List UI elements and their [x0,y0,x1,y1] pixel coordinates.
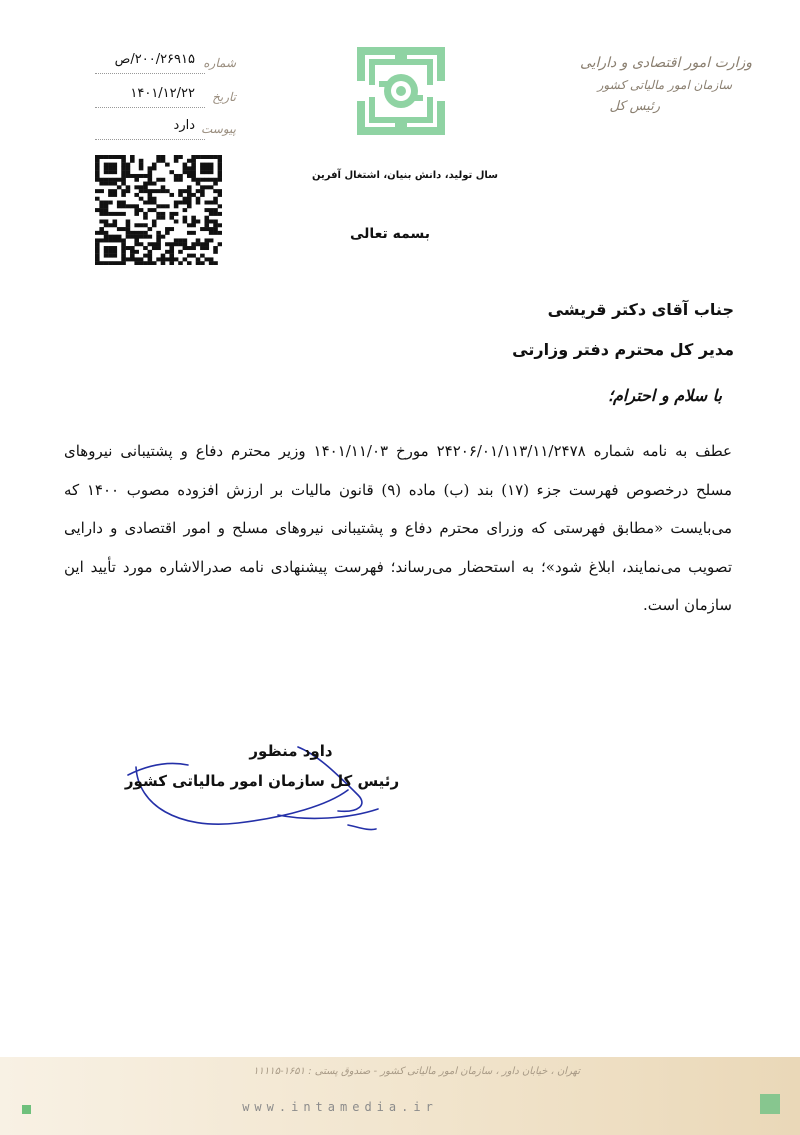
letter-date: ۱۴۰۱/۱۲/۲۲ [130,86,195,101]
addressee-name: جناب آقای دکتر قریشی [547,300,734,319]
letter-date-row [75,86,240,110]
bismillah-heading: بسمه تعالی [349,226,431,242]
ministry-name: وزارت امور اقتصادی و دارایی [579,55,752,71]
tax-organization-logo-icon [355,45,447,137]
signatory-name: داود منظور [249,742,333,760]
ministry-header [532,52,752,118]
letter-number: ۲۰۰/۲۶۹۱۵/ص [114,52,195,67]
green-square-icon [22,1105,31,1114]
addressee-title: مدیر کل محترم دفتر وزارتی [512,340,734,359]
head-title: رئیس کل [609,99,660,114]
attachment-row [75,118,240,142]
greeting: با سلام و احترام؛ [607,386,722,405]
qr-code-icon [95,155,222,265]
attachment-value: دارد [173,118,195,133]
dotted-line [95,139,205,140]
addressee-block [314,290,734,370]
dotted-line [95,73,205,74]
footer-website: www.intamedia.ir [242,1100,438,1114]
letter-date-label: تاریخ [212,90,236,104]
letter-number-row [75,52,240,76]
green-square-icon [760,1094,780,1114]
signatory-title: رئیس کل سازمان امور مالیاتی کشور [124,772,400,790]
organization-name: سازمان امور مالیاتی کشور [597,78,732,92]
letter-number-label: شماره [203,56,236,70]
letter-body: عطف به نامه شماره ۲۴۲۰۶/۰۱/۱۱۳/۱۱/۲۴۷۸ مورخ ۱۴۰۱/۱۱/۰۳ وزیر محترم دفاع و پشتیبانی نیروهای مسلح درخصوص فهرست جزء (۱۷) بند (ب) ماده (۹) قانون مالیات بر ارزش افزوده مصوب ۱۴۰۰ که می‌بایست «مطابق فهرستی که وزرای محترم دفاع و پشتیبانی نیروهای مسلح و امور اقتصادی و دارایی تصویب می‌نمایند، ابلاغ شود»؛ به استحضار می‌رساند؛ فهرست پیشنهادی نامه صدرالاشاره مورد تأیید این سازمان است. [64,442,733,614]
year-slogan: سال تولید، دانش بنیان، اشتغال آفرین [312,170,498,181]
attachment-label: پیوست [201,122,236,136]
footer-address: تهران ، خیابان داور ، سازمان امور مالیاتی کشور - صندوق پستی : ۱۶۵۱-۱۱۱۱۵ [253,1066,580,1077]
dotted-line [95,107,205,108]
